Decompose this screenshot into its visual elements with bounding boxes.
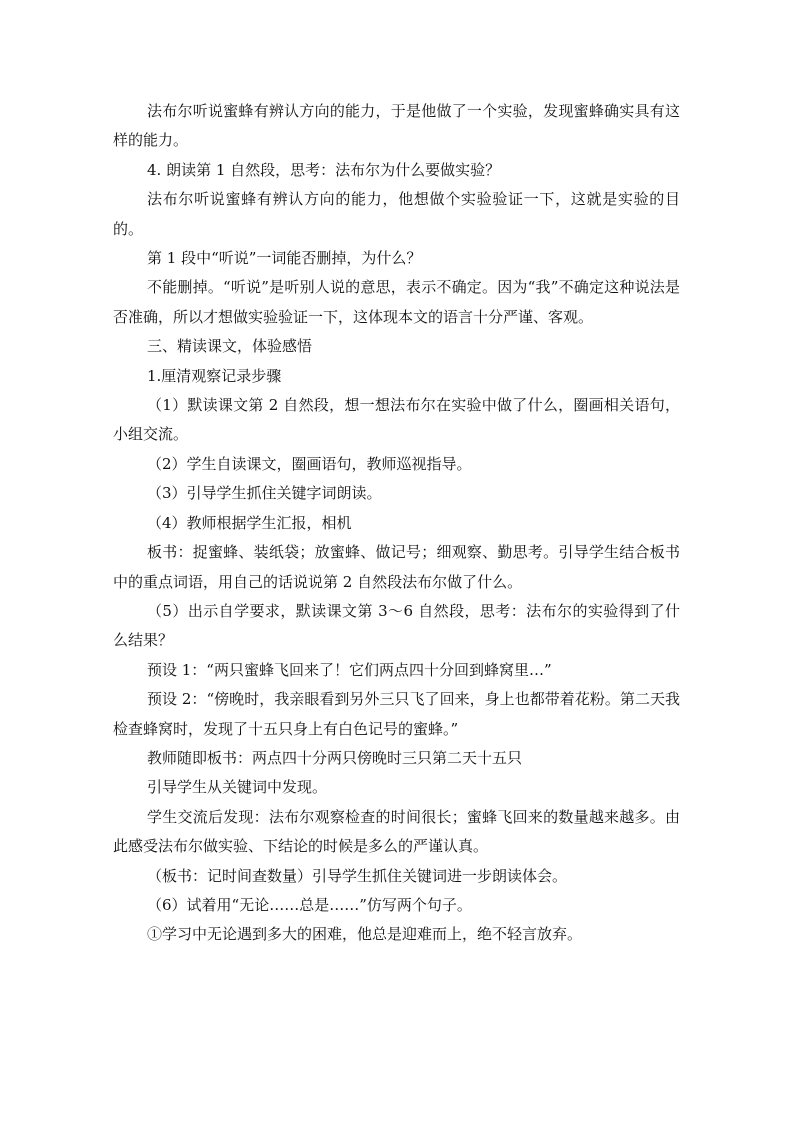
step-item: （3）引导学生抓住关键字词朗读。 bbox=[147, 484, 382, 503]
step-item: （4）教师根据学生汇报，相机 bbox=[147, 513, 352, 532]
paragraph: 不能删掉。“听说”是听别人说的意思，表示不确定。因为“我”不确定这种说法是否准确，所以才想做实验验证一下，这体现本文的语言十分严谨、客观。 bbox=[113, 278, 680, 326]
step-item: （6）试着用“无论……总是……”仿写两个句子。 bbox=[147, 895, 472, 914]
paragraph: 法布尔听说蜜蜂有辨认方向的能力，于是他做了一个实验，发现蜜蜂确实具有这样的能力。 bbox=[113, 102, 680, 150]
board-note: （板书：记时间查数量）引导学生抓住关键词进一步朗读体会。 bbox=[147, 866, 568, 885]
question: 第 1 段中“听说”一词能否删掉，为什么？ bbox=[147, 249, 422, 268]
preset-answer: 预设 2：“傍晚时，我亲眼看到另外三只飞了回来，身上也都带着花粉。第二天我检查蜂窝时，发现了十五只身上有白色记号的蜜蜂。” bbox=[113, 690, 680, 738]
step-item: （2）学生自读课文，圈画语句，教师巡视指导。 bbox=[147, 454, 472, 473]
example-sentence: ①学习中无论遇到多大的困难，他总是迎难而上，绝不轻言放弃。 bbox=[147, 925, 583, 944]
preset-answer: 预设 1：“两只蜜蜂飞回来了！它们两点四十分回到蜂窝里…” bbox=[147, 660, 552, 679]
document-body bbox=[113, 97, 680, 950]
board-note: 教师随即板书：两点四十分两只傍晚时三只第二天十五只 bbox=[147, 748, 523, 767]
board-note: 板书：捉蜜蜂、装纸袋；放蜜蜂、做记号；细观察、勤思考。引导学生结合板书中的重点词语，用自己的话说说第 2 自然段法布尔做了什么。 bbox=[113, 543, 680, 591]
paragraph: 法布尔听说蜜蜂有辨认方向的能力，他想做个实验验证一下，这就是实验的目的。 bbox=[113, 190, 680, 238]
section-heading: 三、精读课文，体验感悟 bbox=[147, 337, 313, 356]
step-item: （1）默读课文第 2 自然段，想一想法布尔在实验中做了什么，圈画相关语句，小组交流。 bbox=[113, 396, 680, 444]
step-item: （5）出示自学要求，默读课文第 3～6 自然段，思考：法布尔的实验得到了什么结果？ bbox=[113, 601, 680, 650]
question-heading: 4. 朗读第 1 自然段，思考：法布尔为什么要做实验？ bbox=[147, 160, 501, 179]
subsection-heading: 1.厘清观察记录步骤 bbox=[147, 366, 282, 385]
paragraph: 引导学生从关键词中发现。 bbox=[147, 778, 328, 797]
paragraph: 学生交流后发现：法布尔观察检查的时间很长；蜜蜂飞回来的数量越来越多。由此感受法布尔做实验、下结论的时候是多么的严谨认真。 bbox=[113, 807, 680, 856]
